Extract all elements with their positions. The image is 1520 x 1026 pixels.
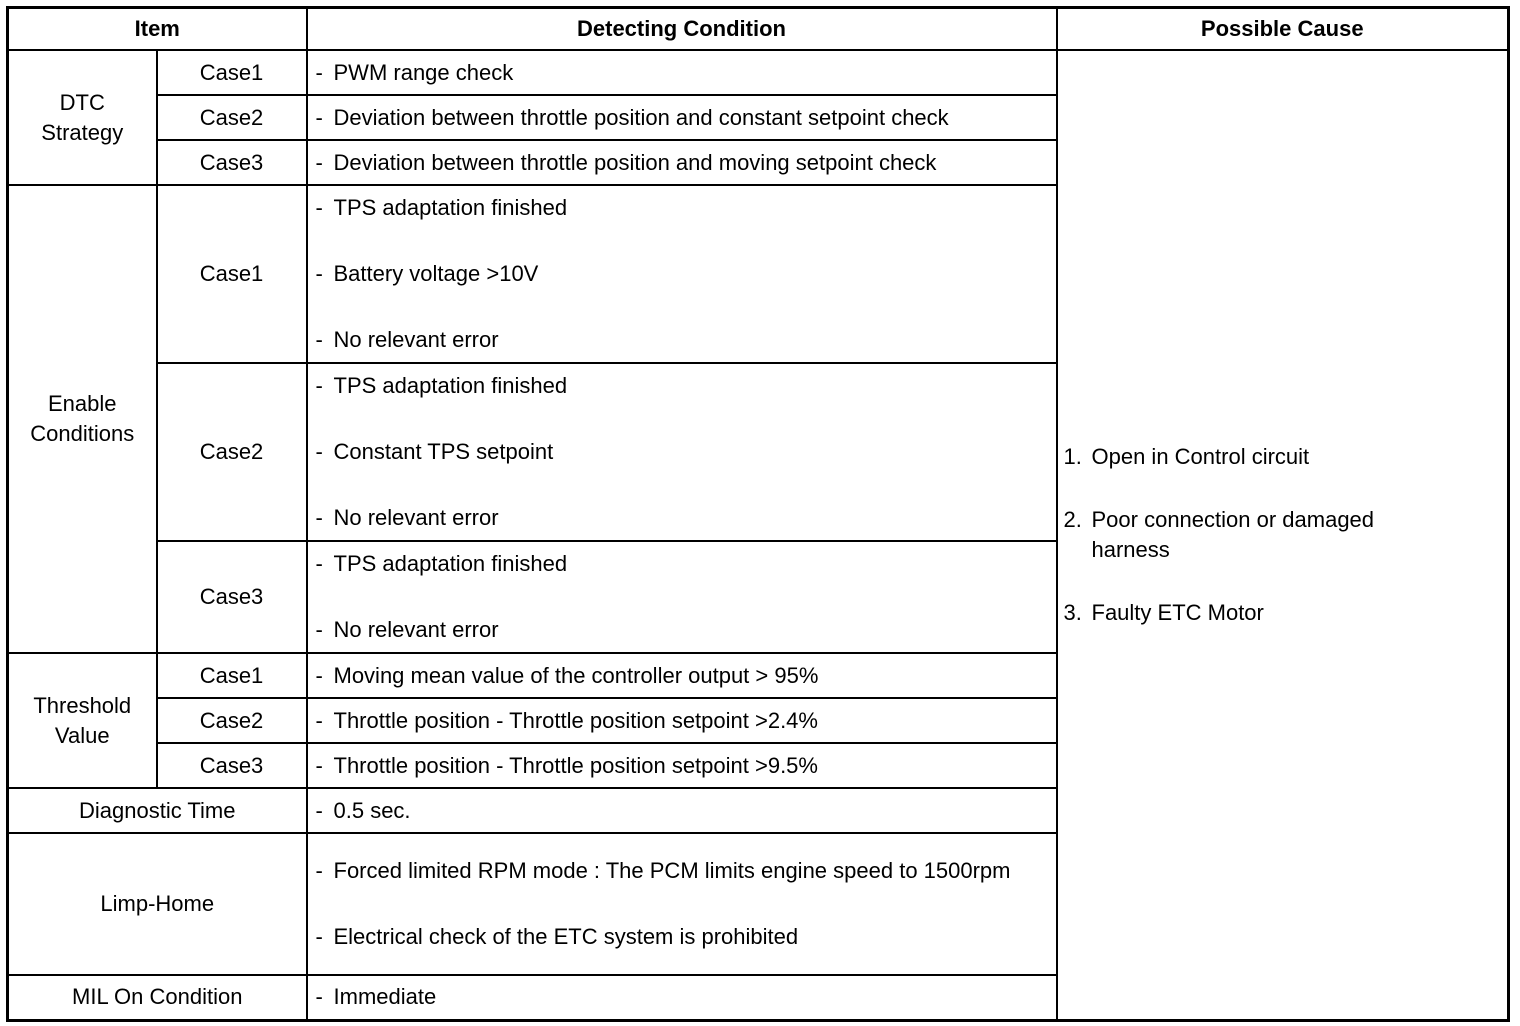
bullet-dash: - [315,439,323,464]
row-label-line: Conditions [30,421,135,446]
condition-text: PWM range check [333,59,514,85]
condition-cell [307,541,1057,653]
case-label: Case3 [157,541,307,653]
header-detecting-condition: Detecting Condition [307,8,1057,51]
row-label-line: Threshold [33,692,132,718]
bullet-dash: - [315,752,323,778]
condition-cell [307,653,1057,698]
case-label: Case2 [157,698,307,743]
bullet-dash: - [315,984,323,1010]
case-label: Case1 [157,653,307,698]
case-label: Case3 [157,743,307,788]
bullet-dash: - [315,373,323,398]
condition-text: Throttle position - Throttle position setpoint >2.4% [333,707,818,733]
cause-text: Poor connection or damaged harness [1091,506,1375,562]
table-header-row [8,8,1509,51]
bullet-dash: - [315,195,323,220]
bullet-dash: - [315,327,323,352]
row-label-enable-conditions [8,185,157,653]
dtc-condition-table [6,6,1510,1022]
case-label: Case2 [157,95,307,140]
condition-cell [307,788,1057,833]
condition-cell [307,95,1057,140]
header-item: Item [8,8,307,51]
row-label-dtc-strategy [8,50,157,185]
condition-text: Deviation between throttle position and moving setpoint check [333,149,937,175]
cause-text: Faulty ETC Motor [1091,599,1264,625]
row-label-mil-on-condition: MIL On Condition [8,975,307,1020]
condition-cell [307,833,1057,975]
condition-cell [307,363,1057,541]
condition-cell [307,975,1057,1020]
condition-cell [307,698,1057,743]
case-label: Case1 [157,185,307,363]
condition-text: No relevant error [333,505,499,530]
bullet-dash: - [315,617,323,642]
condition-text: TPS adaptation finished [333,195,568,220]
case-label: Case2 [157,363,307,541]
case-label: Case1 [157,50,307,95]
bullet-dash: - [315,551,323,576]
row-label-line: Strategy [41,119,124,145]
cause-number: 3. [1063,599,1082,625]
bullet-dash: - [315,149,323,175]
bullet-dash: - [315,924,323,949]
condition-text: Electrical check of the ETC system is prohibited [333,924,799,949]
cause-number: 2. [1063,506,1082,532]
bullet-dash: - [315,858,323,883]
row-label-threshold-value [8,653,157,788]
row-label-line: Enable [47,391,117,416]
cause-number: 1. [1063,443,1082,469]
table-row [8,50,1509,95]
bullet-dash: - [315,662,323,688]
condition-text: Constant TPS setpoint [333,439,554,464]
condition-text: Throttle position - Throttle position setpoint >9.5% [333,752,818,778]
bullet-dash: - [315,505,323,530]
possible-cause-cell [1057,50,1509,1020]
bullet-dash: - [315,104,323,130]
bullet-dash: - [315,707,323,733]
condition-text: Forced limited RPM mode : The PCM limits engine speed to 1500rpm [333,858,1011,883]
bullet-dash: - [315,59,323,85]
condition-text: Immediate [333,984,437,1010]
condition-text: 0.5 sec. [333,797,411,823]
condition-text: Battery voltage >10V [333,261,539,286]
row-label-line: DTC [59,89,105,115]
condition-text: TPS adaptation finished [333,551,568,576]
row-label-line: Value [54,722,110,748]
cause-text: Open in Control circuit [1091,443,1310,469]
condition-cell [307,140,1057,185]
case-label: Case3 [157,140,307,185]
row-label-limp-home: Limp-Home [8,833,307,975]
condition-text: No relevant error [333,327,499,352]
header-possible-cause: Possible Cause [1057,8,1509,51]
condition-text: TPS adaptation finished [333,373,568,398]
condition-cell [307,50,1057,95]
bullet-dash: - [315,261,323,286]
condition-cell [307,185,1057,363]
condition-cell [307,743,1057,788]
condition-text: No relevant error [333,617,499,642]
bullet-dash: - [315,797,323,823]
condition-text: Deviation between throttle position and constant setpoint check [333,104,949,130]
condition-text: Moving mean value of the controller output > 95% [333,662,819,688]
row-label-diagnostic-time: Diagnostic Time [8,788,307,833]
